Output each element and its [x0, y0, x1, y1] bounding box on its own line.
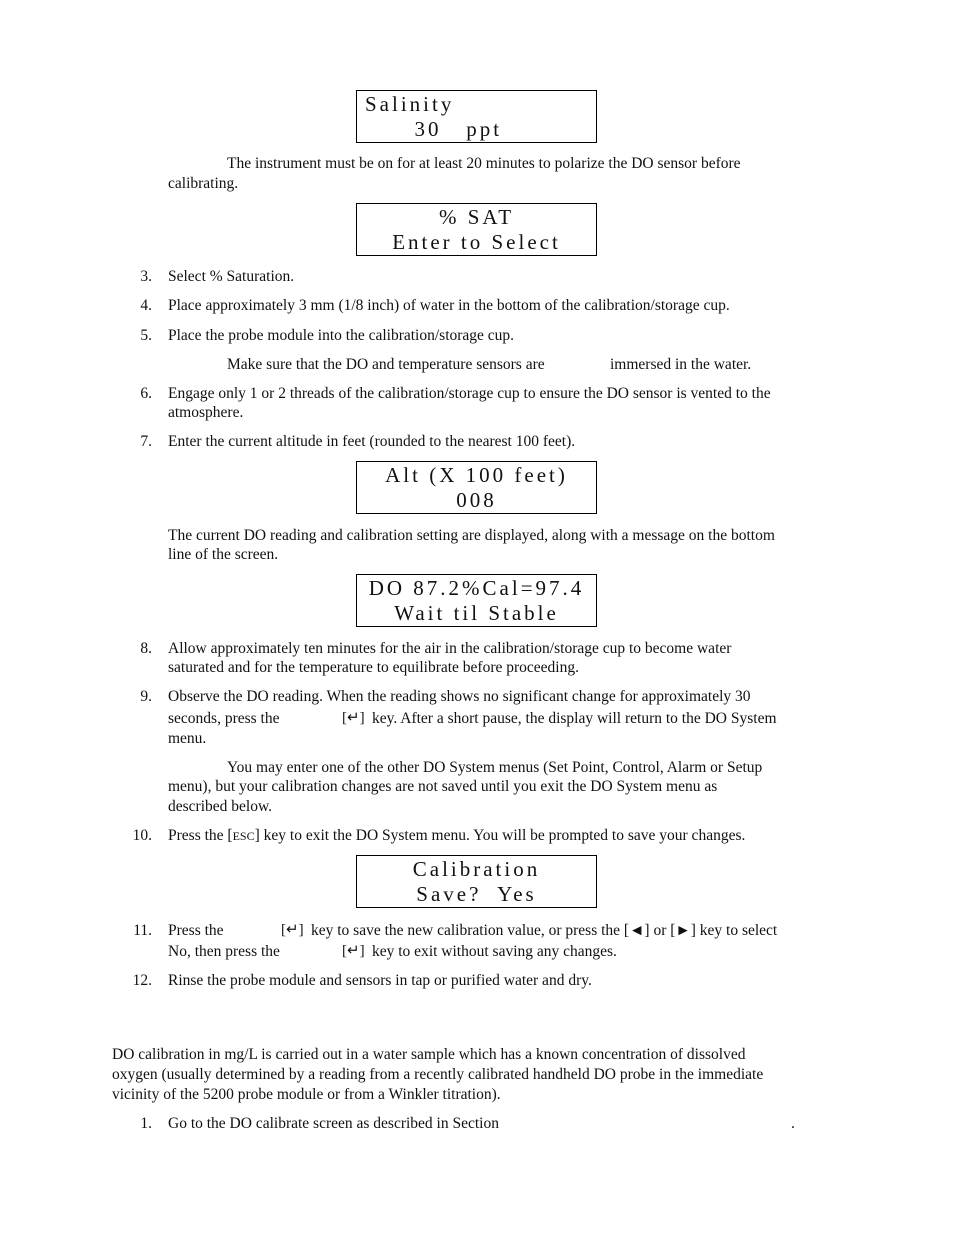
step-number: 7. [140, 433, 152, 450]
lcd-line: DO 87.2%Cal=97.4 [368, 576, 585, 600]
para-mgl-line2: oxygen (usually determined by a reading from a recently calibrated handheld DO probe in the immediate [112, 1066, 764, 1083]
step-text: Enter the current altitude in feet (rounded to the nearest 100 feet). [168, 433, 576, 450]
lcd-line: 008 [456, 488, 497, 512]
note-reading-line2: line of the screen. [168, 546, 279, 563]
para-mgl-line3: vicinity of the 5200 probe module or from a Winkler titration). [112, 1086, 501, 1103]
step-text: key to save the new calibration value, or press the [◄] or [►] key to select [311, 922, 778, 939]
enter-key-icon: [↵] [342, 943, 365, 959]
lcd-calibration-save [356, 855, 597, 908]
step-text: Press the [168, 922, 224, 939]
step-text: Rinse the probe module and sensors in tap or purified water and dry. [168, 972, 592, 989]
lcd-line: Wait til Stable [394, 601, 559, 625]
step-text [168, 826, 848, 846]
step-number: 5. [140, 327, 152, 344]
step-text: menu. [168, 730, 207, 747]
lcd-line: Alt (X 100 feet) [385, 463, 568, 487]
step-text-part: Press the [ [168, 827, 233, 844]
note-immersed-part1: Make sure that the DO and temperature sensors are [227, 356, 545, 373]
step-text: seconds, press the [168, 710, 280, 727]
step-text-end: . [791, 1115, 795, 1132]
step-number: 3. [140, 268, 152, 285]
step-number: 9. [140, 688, 152, 705]
step-number: 6. [140, 385, 152, 402]
enter-key-icon: [↵] [281, 922, 304, 938]
note-menus-line3: described below. [168, 798, 273, 815]
step-text: Place approximately 3 mm (1/8 inch) of water in the bottom of the calibration/storage cup. [168, 297, 730, 314]
enter-key-icon: [↵] [342, 710, 365, 726]
step-text: Engage only 1 or 2 threads of the calibration/storage cup to ensure the DO sensor is vented to the [168, 385, 771, 402]
esc-key-label: ESC [232, 829, 255, 843]
step-text: atmosphere. [168, 404, 244, 421]
lcd-line: Calibration [412, 857, 541, 881]
step-text: key to exit without saving any changes. [372, 943, 617, 960]
step-text: Place the probe module into the calibration/storage cup. [168, 327, 515, 344]
step-number: 12. [132, 972, 152, 989]
note-reading-line1: The current DO reading and calibration setting are displayed, along with a message on the bottom [168, 527, 775, 544]
note-menus-line1: You may enter one of the other DO System menus (Set Point, Control, Alarm or Setup [227, 759, 763, 776]
step-text: Select % Saturation. [168, 268, 295, 285]
lcd-line: Save? Yes [416, 882, 537, 906]
lcd-line: 30 ppt [365, 117, 503, 141]
note-polarize-line2: calibrating. [168, 175, 239, 192]
step-text: No, then press the [168, 943, 280, 960]
note-menus-line2: menu), but your calibration changes are not saved until you exit the DO System menu as [168, 778, 718, 795]
step-number: 11. [133, 922, 152, 939]
lcd-do-reading [356, 574, 597, 627]
step-text: key. After a short pause, the display will return to the DO System [372, 710, 777, 727]
step-text: saturated and for the temperature to equilibrate before proceeding. [168, 659, 579, 676]
lcd-sat [356, 203, 597, 256]
lcd-altitude [356, 461, 597, 514]
para-mgl-line1: DO calibration in mg/L is carried out in a water sample which has a known concentration of dissolved [112, 1046, 746, 1063]
step-text: Observe the DO reading. When the reading shows no significant change for approximately 30 [168, 688, 751, 705]
step-number: 4. [140, 297, 152, 314]
step-text: Allow approximately ten minutes for the air in the calibration/storage cup to become water [168, 640, 732, 657]
lcd-line: % SAT [438, 205, 515, 229]
step-text: Go to the DO calibrate screen as described in Section [168, 1115, 499, 1132]
lcd-line: Salinity [365, 92, 455, 116]
note-polarize-line1: The instrument must be on for at least 20 minutes to polarize the DO sensor before [227, 155, 741, 172]
step-number: 10. [132, 827, 152, 844]
step-number: 1. [140, 1115, 152, 1132]
lcd-salinity [356, 90, 597, 143]
lcd-line: Enter to Select [392, 230, 561, 254]
note-immersed-part2: immersed in the water. [610, 356, 752, 373]
step-number: 8. [140, 640, 152, 657]
step-text-part: ] key to exit the DO System menu. You will be prompted to save your changes. [254, 827, 746, 844]
